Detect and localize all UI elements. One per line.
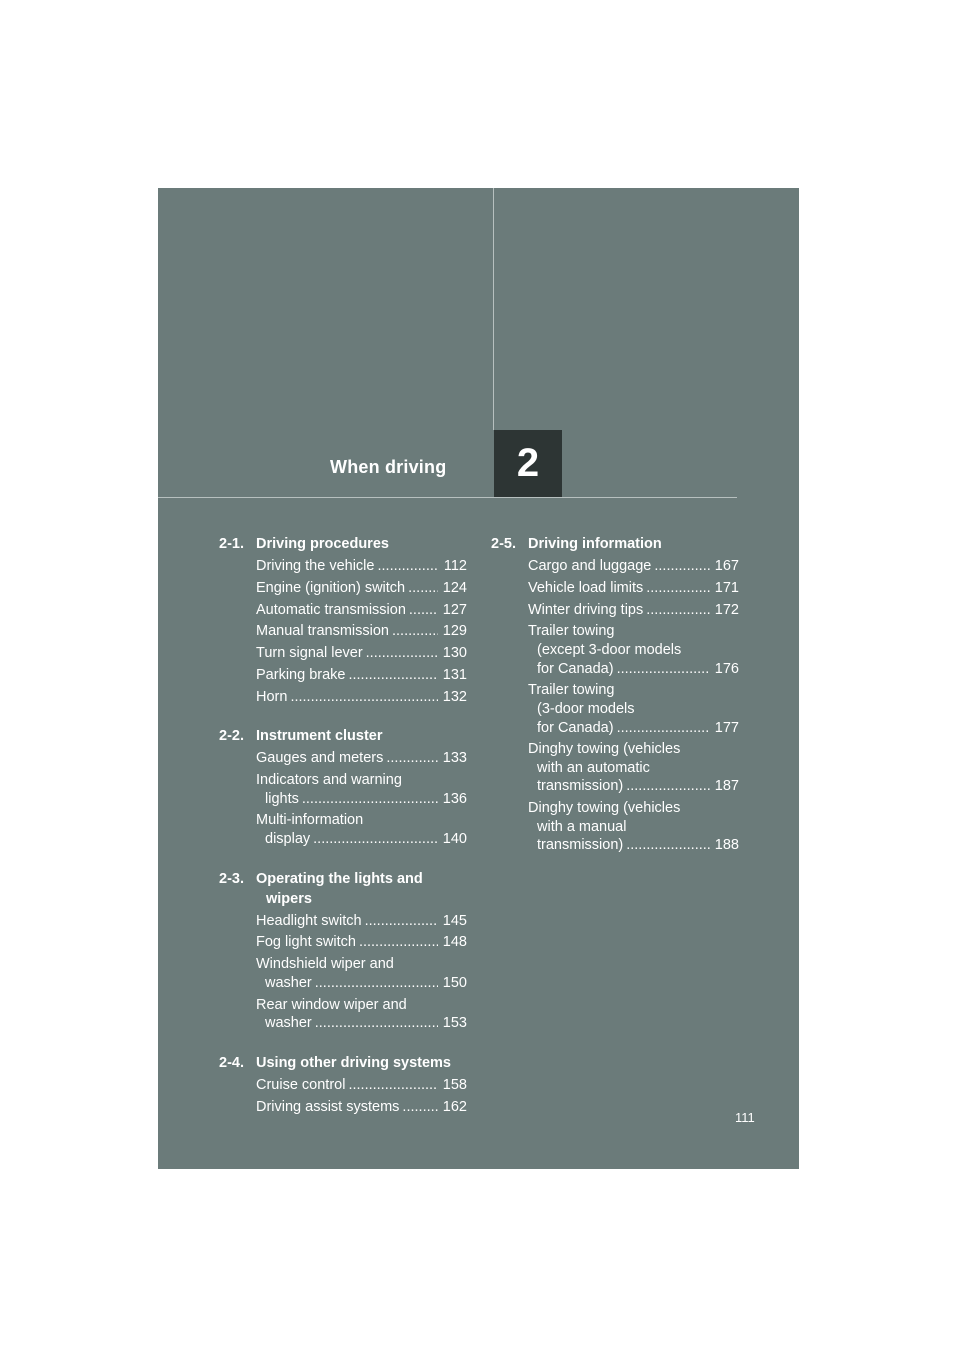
dot-leader — [359, 933, 438, 952]
section-number: 2-4. — [219, 1054, 244, 1071]
toc-entry[interactable] — [528, 681, 739, 737]
toc-section — [219, 534, 467, 706]
entry-list — [219, 1076, 467, 1116]
entry-leader-line — [256, 601, 467, 620]
toc-entry[interactable] — [528, 799, 739, 855]
toc-column-left — [219, 534, 467, 1136]
toc-entry[interactable] — [256, 912, 467, 931]
entry-title: for Canada) — [537, 719, 614, 736]
entry-page-number: 140 — [442, 831, 467, 848]
entry-page-number: 188 — [714, 837, 739, 854]
section-number: 2-3. — [219, 870, 244, 887]
entry-leader-line — [256, 557, 467, 576]
entry-leader-line — [528, 557, 739, 576]
entry-page-number: 176 — [714, 660, 739, 677]
entry-leader-line — [528, 836, 739, 855]
entry-text-line: (3-door models — [537, 700, 635, 717]
toc-entry[interactable] — [256, 644, 467, 663]
entry-page-number: 153 — [442, 1015, 467, 1032]
entry-title: washer — [265, 974, 312, 991]
entry-title: Driving the vehicle — [256, 558, 375, 574]
section-title — [256, 534, 467, 554]
entry-leader-line — [256, 666, 467, 685]
dot-leader — [315, 1014, 438, 1033]
entry-leader-line — [256, 790, 467, 809]
dot-leader — [646, 579, 710, 598]
entry-page-number: 158 — [442, 1076, 467, 1093]
section-title — [256, 869, 467, 909]
section-title-line: Operating the lights and — [256, 870, 423, 887]
divider-vertical — [493, 188, 494, 430]
entry-leader-line — [256, 830, 467, 849]
toc-section — [219, 726, 467, 848]
section-title-line: Driving information — [528, 536, 662, 552]
section-number: 2-2. — [219, 728, 244, 745]
entry-leader-line — [256, 749, 467, 768]
toc-entry[interactable] — [256, 749, 467, 768]
entry-title: washer — [265, 1015, 312, 1032]
entry-text-line: Trailer towing — [528, 682, 615, 699]
section-heading[interactable] — [219, 534, 467, 554]
entry-page-number: 133 — [442, 750, 467, 767]
toc-entry[interactable] — [528, 622, 739, 678]
entry-leader-line — [528, 777, 739, 796]
dot-leader — [654, 557, 710, 576]
entry-title: Automatic transmission — [256, 601, 406, 618]
entry-list — [219, 749, 467, 848]
toc-entry[interactable] — [528, 579, 739, 598]
entry-title: Cruise control — [256, 1076, 346, 1093]
entry-leader-line — [256, 912, 467, 931]
toc-entry[interactable] — [528, 740, 739, 796]
section-title-line: Using other driving systems — [256, 1054, 451, 1071]
section-title-line: wipers — [266, 890, 312, 907]
entry-title: Headlight switch — [256, 912, 362, 929]
entry-leader-line — [256, 974, 467, 993]
entry-page-number: 148 — [442, 934, 467, 951]
entry-text-line: with a manual — [537, 818, 627, 835]
dot-leader — [402, 1098, 438, 1117]
toc-section — [219, 1053, 467, 1116]
entry-title: Cargo and luggage — [528, 558, 652, 574]
entry-title: Engine (ignition) switch — [256, 579, 406, 596]
entry-text-line: Dinghy towing (vehicles — [528, 741, 681, 758]
chapter-number: 2 — [516, 441, 540, 485]
dot-leader — [290, 688, 438, 707]
entry-title: Turn signal lever — [256, 645, 363, 662]
entry-text-line: Trailer towing — [528, 623, 615, 640]
section-number: 2-5. — [491, 536, 516, 552]
entry-text-line: Dinghy towing (vehicles — [528, 800, 681, 817]
entry-page-number: 167 — [714, 558, 739, 574]
dot-leader — [386, 749, 438, 768]
dot-leader — [348, 666, 438, 685]
dot-leader — [302, 790, 438, 809]
entry-title: display — [265, 831, 311, 848]
toc-entry[interactable] — [528, 557, 739, 576]
entry-leader-line — [256, 1076, 467, 1095]
entry-text-line: Indicators and warning — [256, 772, 402, 789]
toc-entry[interactable] — [256, 557, 467, 576]
toc-entry[interactable] — [256, 579, 467, 598]
entry-leader-line — [528, 579, 739, 598]
entry-page-number: 145 — [442, 912, 467, 929]
entry-page-number: 130 — [442, 645, 467, 662]
toc-entry[interactable] — [256, 1098, 467, 1117]
dot-leader — [617, 660, 710, 679]
toc-column-right — [491, 534, 739, 875]
entry-leader-line — [256, 579, 467, 598]
entry-title: Vehicle load limits — [528, 579, 644, 596]
entry-page-number: 150 — [442, 974, 467, 991]
entry-page-number: 132 — [442, 688, 467, 705]
toc-entry[interactable] — [528, 601, 739, 620]
entry-leader-line — [256, 644, 467, 663]
section-heading[interactable] — [219, 726, 467, 746]
dot-leader — [626, 777, 710, 796]
entry-page-number: 172 — [714, 601, 739, 618]
dot-leader — [365, 912, 438, 931]
section-heading[interactable] — [491, 534, 739, 554]
entry-page-number: 124 — [442, 579, 467, 596]
entry-leader-line — [256, 933, 467, 952]
entry-leader-line — [256, 622, 467, 641]
section-title — [256, 1053, 467, 1073]
dot-leader — [313, 830, 438, 849]
entry-text-line: Multi-information — [256, 812, 364, 829]
toc-entry[interactable] — [256, 622, 467, 641]
entry-title: Fog light switch — [256, 934, 356, 951]
entry-page-number: 162 — [442, 1098, 467, 1115]
dot-leader — [366, 644, 438, 663]
entry-title: Horn — [256, 688, 288, 705]
entry-title: Parking brake — [256, 666, 346, 683]
section-title — [528, 534, 739, 554]
section-number: 2-1. — [219, 536, 244, 552]
toc-section — [491, 534, 739, 855]
entry-title: Manual transmission — [256, 623, 389, 640]
dot-leader — [617, 719, 710, 738]
toc-entry[interactable] — [256, 601, 467, 620]
entry-page-number: 187 — [714, 778, 739, 795]
dot-leader — [626, 836, 710, 855]
section-title — [256, 726, 467, 746]
section-title-line: Driving procedures — [256, 536, 389, 552]
toc-entry[interactable] — [256, 771, 467, 808]
entry-page-number: 171 — [714, 579, 739, 596]
entry-text-line: Rear window wiper and — [256, 996, 407, 1013]
toc-entry[interactable] — [256, 955, 467, 992]
toc-entry[interactable] — [256, 933, 467, 952]
entry-text-line: (except 3-door models — [537, 641, 682, 658]
section-heading[interactable] — [219, 869, 467, 909]
chapter-title: When driving — [330, 457, 447, 477]
entry-title: lights — [265, 790, 299, 807]
entry-leader-line — [528, 601, 739, 620]
chapter-number-badge — [494, 430, 562, 497]
dot-leader — [408, 579, 438, 598]
entry-page-number: 127 — [442, 601, 467, 618]
toc-entry[interactable] — [256, 688, 467, 707]
entry-title: Winter driving tips — [528, 601, 644, 618]
toc-section — [219, 869, 467, 1033]
entry-list — [219, 557, 467, 706]
entry-page-number: 136 — [442, 790, 467, 807]
entry-page-number: 177 — [714, 719, 739, 736]
entry-leader-line — [528, 719, 739, 738]
dot-leader — [646, 601, 710, 620]
entry-page-number: 131 — [442, 666, 467, 683]
dot-leader — [315, 974, 438, 993]
entry-leader-line — [256, 688, 467, 707]
dot-leader — [392, 622, 438, 641]
entry-page-number: 129 — [442, 623, 467, 640]
entry-title: transmission) — [537, 837, 624, 854]
entry-text-line: with an automatic — [537, 759, 650, 776]
section-title-line: Instrument cluster — [256, 728, 383, 745]
entry-title: transmission) — [537, 778, 624, 795]
entry-leader-line — [256, 1014, 467, 1033]
toc-entry[interactable] — [256, 666, 467, 685]
toc-entry[interactable] — [256, 1076, 467, 1095]
entry-title: for Canada) — [537, 660, 614, 677]
entry-leader-line — [256, 1098, 467, 1117]
dot-leader — [409, 601, 438, 620]
toc-entry[interactable] — [256, 996, 467, 1033]
entry-text-line: Windshield wiper and — [256, 956, 394, 973]
dot-leader — [348, 1076, 438, 1095]
entry-leader-line — [528, 660, 739, 679]
section-heading[interactable] — [219, 1053, 467, 1073]
page-number: 111 — [735, 1110, 755, 1125]
toc-entry[interactable] — [256, 811, 467, 848]
entry-title: Gauges and meters — [256, 750, 384, 767]
entry-title: Driving assist systems — [256, 1098, 400, 1115]
entry-list — [491, 557, 739, 855]
divider-horizontal — [158, 497, 737, 498]
dot-leader — [377, 557, 438, 576]
entry-list — [219, 912, 467, 1033]
entry-page-number: 112 — [443, 558, 467, 574]
